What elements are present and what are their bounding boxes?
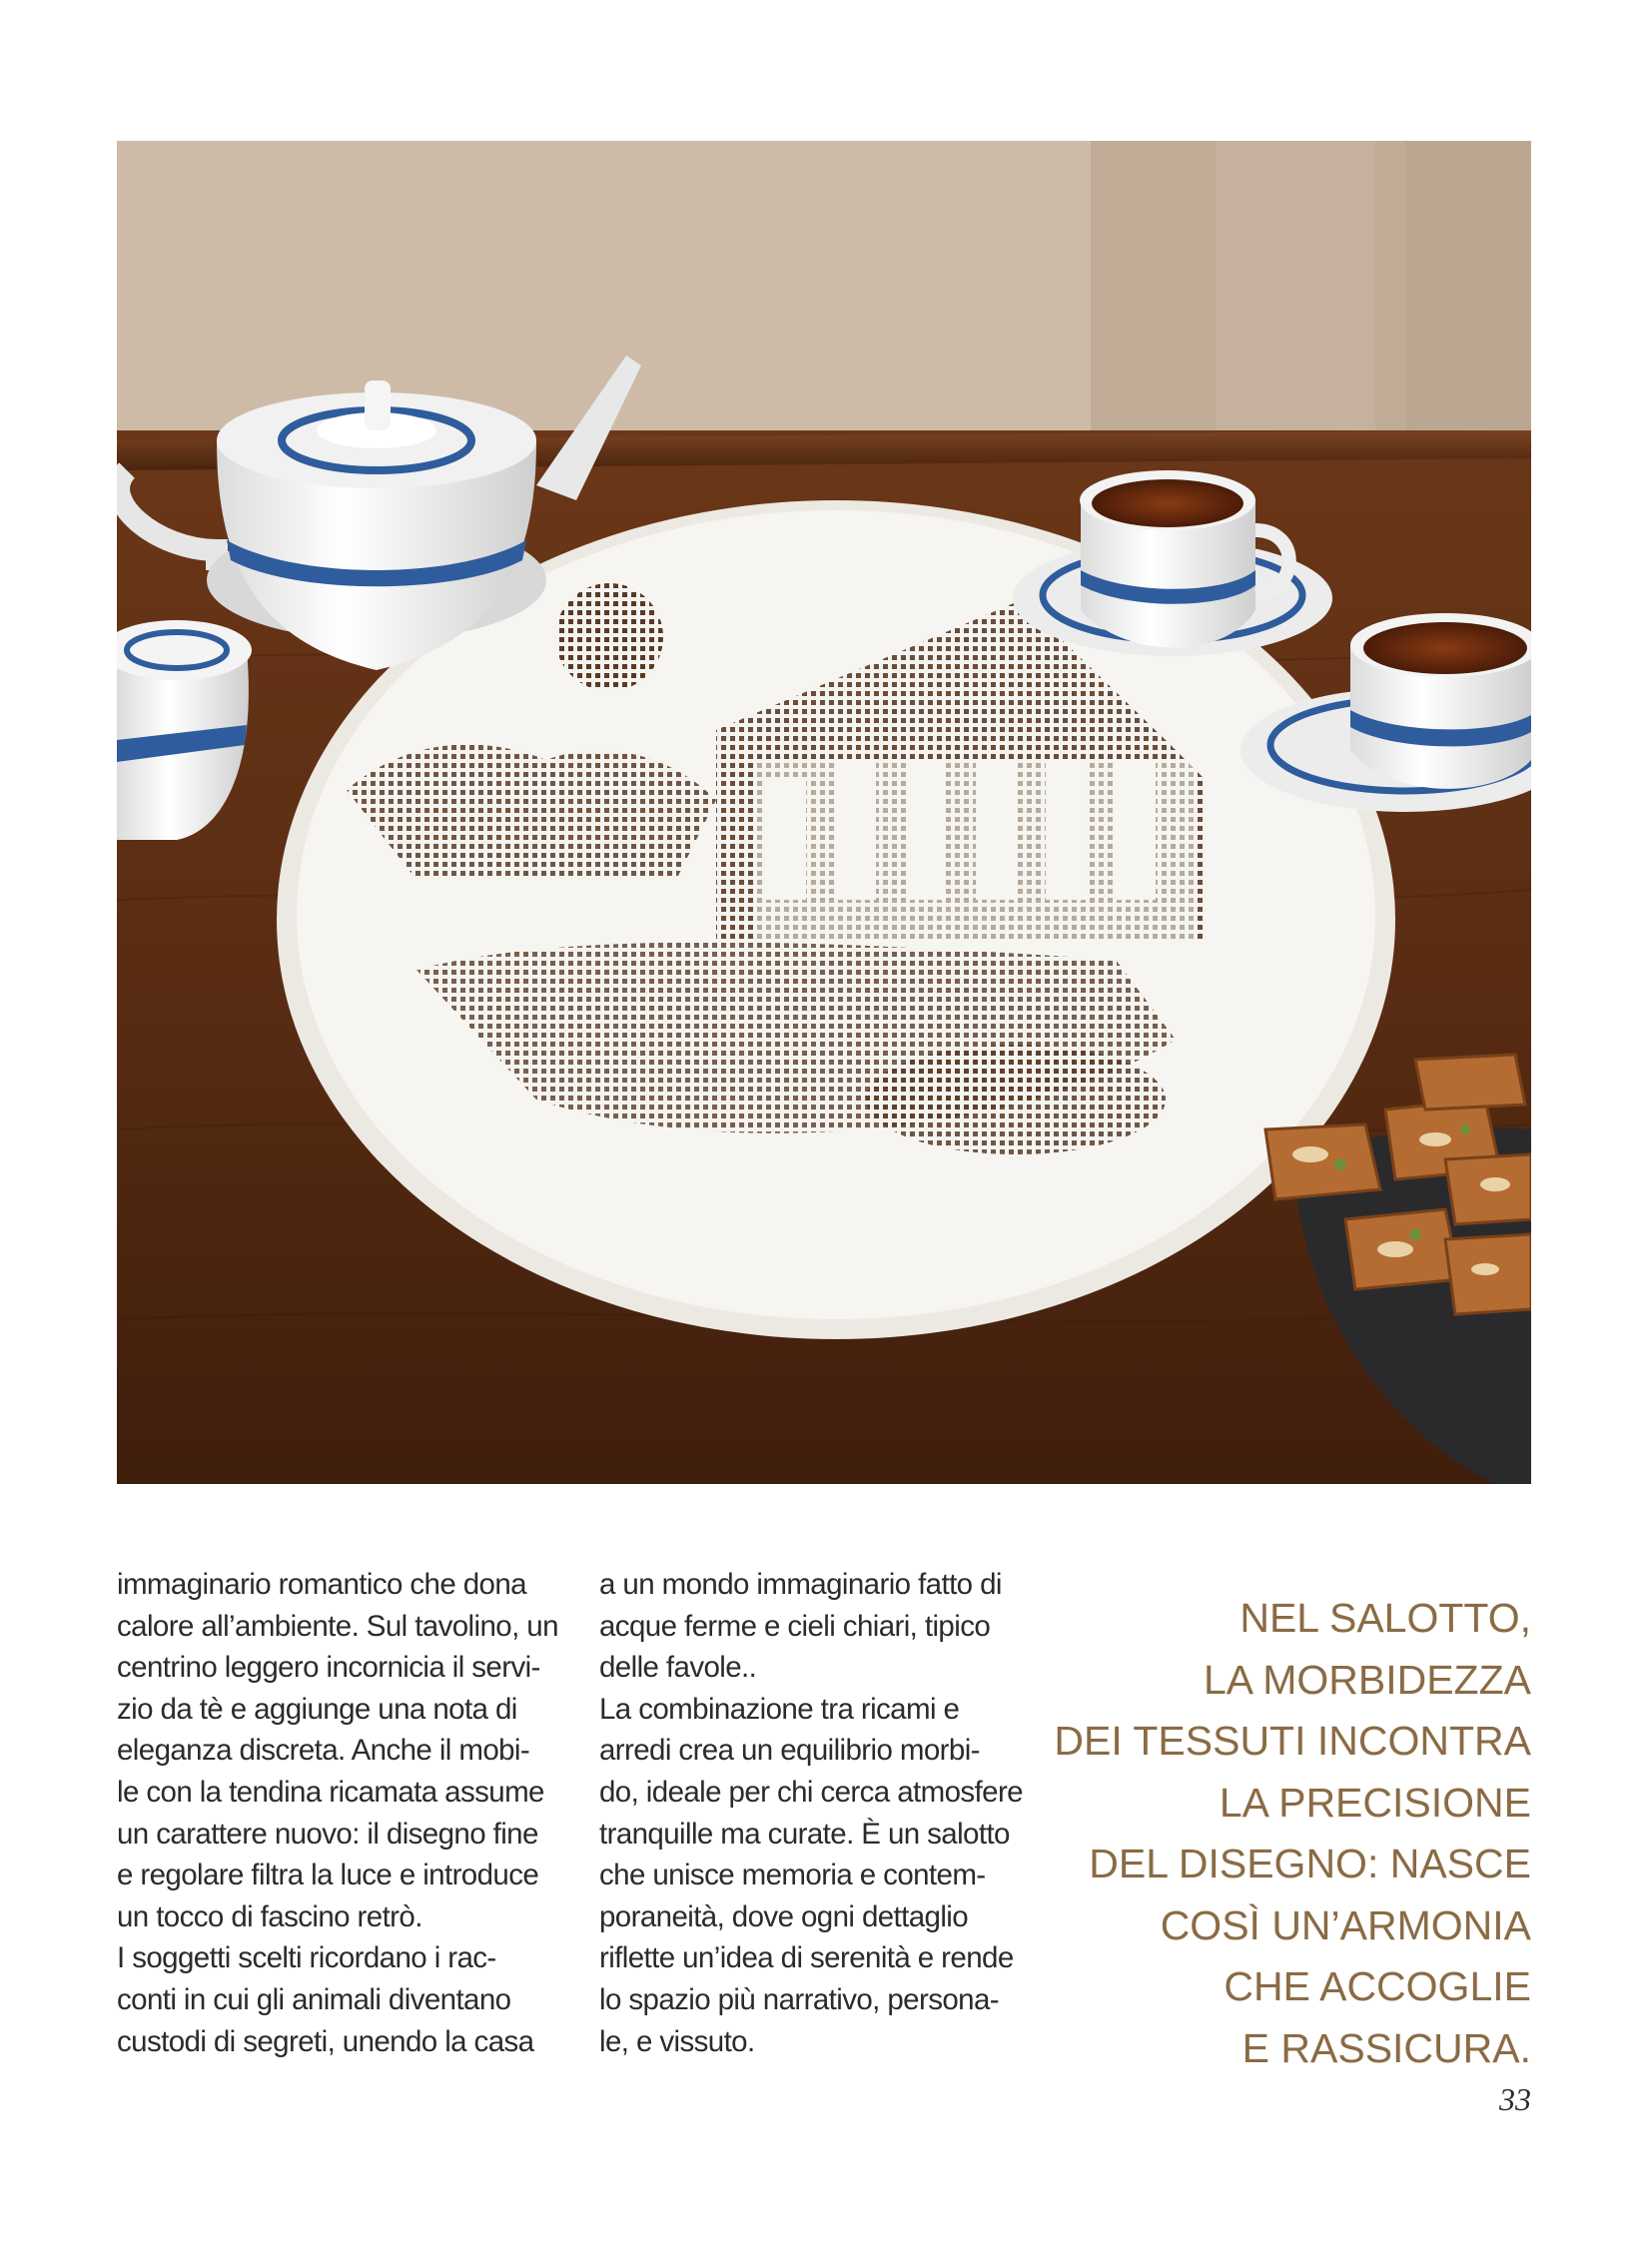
pull-quote-line: LA PRECISIONE	[1219, 1779, 1531, 1826]
text-line: custodi di segreti, unendo la casa	[117, 2024, 534, 2058]
text-line: conti in cui gli animali diventano	[117, 1982, 511, 2016]
pull-quote-line: LA MORBIDEZZA	[1203, 1656, 1531, 1703]
text-line: le, e vissuto.	[599, 2024, 755, 2058]
pull-quote-line: NEL SALOTTO,	[1239, 1595, 1531, 1641]
pull-quote-line: DEL DISEGNO: NASCE	[1089, 1841, 1531, 1886]
text-line: poraneità, dove ogni dettaglio	[599, 1899, 969, 1933]
text-line: che unisce memoria e contem-	[599, 1859, 986, 1892]
pull-quote	[992, 1588, 1531, 2079]
text-line: La combinazione tra ricami e	[599, 1692, 960, 1726]
text-line: zio da tè e aggiunge una nota di	[117, 1692, 517, 1726]
pull-quote-line: COSÌ UN’ARMONIA	[1160, 1901, 1531, 1948]
body-text-column-right	[599, 1564, 1047, 2062]
text-line: calore all’ambiente. Sul tavolino, un	[117, 1609, 558, 1643]
text-line: do, ideale per chi cerca atmosfere	[599, 1775, 1023, 1809]
text-line: immaginario romantico che dona	[117, 1568, 526, 1601]
text-line: e regolare filtra la luce e introduce	[117, 1859, 539, 1892]
text-line: le con la tendina ricamata assume	[117, 1775, 544, 1809]
text-line: tranquille ma curate. È un salotto	[599, 1817, 1010, 1851]
text-line: arredi crea un equilibrio morbi-	[599, 1734, 980, 1768]
text-line: eleganza discreta. Anche il mobi-	[117, 1734, 530, 1768]
text-line: riflette un’idea di serenità e rende	[599, 1941, 1014, 1975]
photo-tea-set-filet-doily	[117, 141, 1531, 1484]
text-line: delle favole..	[599, 1651, 757, 1685]
text-line: lo spazio più narrativo, persona-	[599, 1982, 999, 2016]
pull-quote-line: E RASSICURA.	[1241, 2024, 1531, 2071]
pull-quote-line: CHE ACCOGLIE	[1224, 1963, 1531, 2009]
text-line: un carattere nuovo: il disegno fine	[117, 1817, 538, 1851]
pull-quote-line: DEI TESSUTI INCONTRA	[1054, 1718, 1531, 1764]
body-text-column-left	[117, 1564, 564, 2062]
text-line: centrino leggero incornicia il servi-	[117, 1651, 540, 1685]
text-line: I soggetti scelti ricordano i rac-	[117, 1941, 496, 1975]
text-line: a un mondo immaginario fatto di	[599, 1568, 1002, 1601]
text-line: acque ferme e cieli chiari, tipico	[599, 1609, 991, 1643]
page-number: 33	[1499, 2081, 1531, 2117]
text-line: un tocco di fascino retrò.	[117, 1899, 422, 1933]
